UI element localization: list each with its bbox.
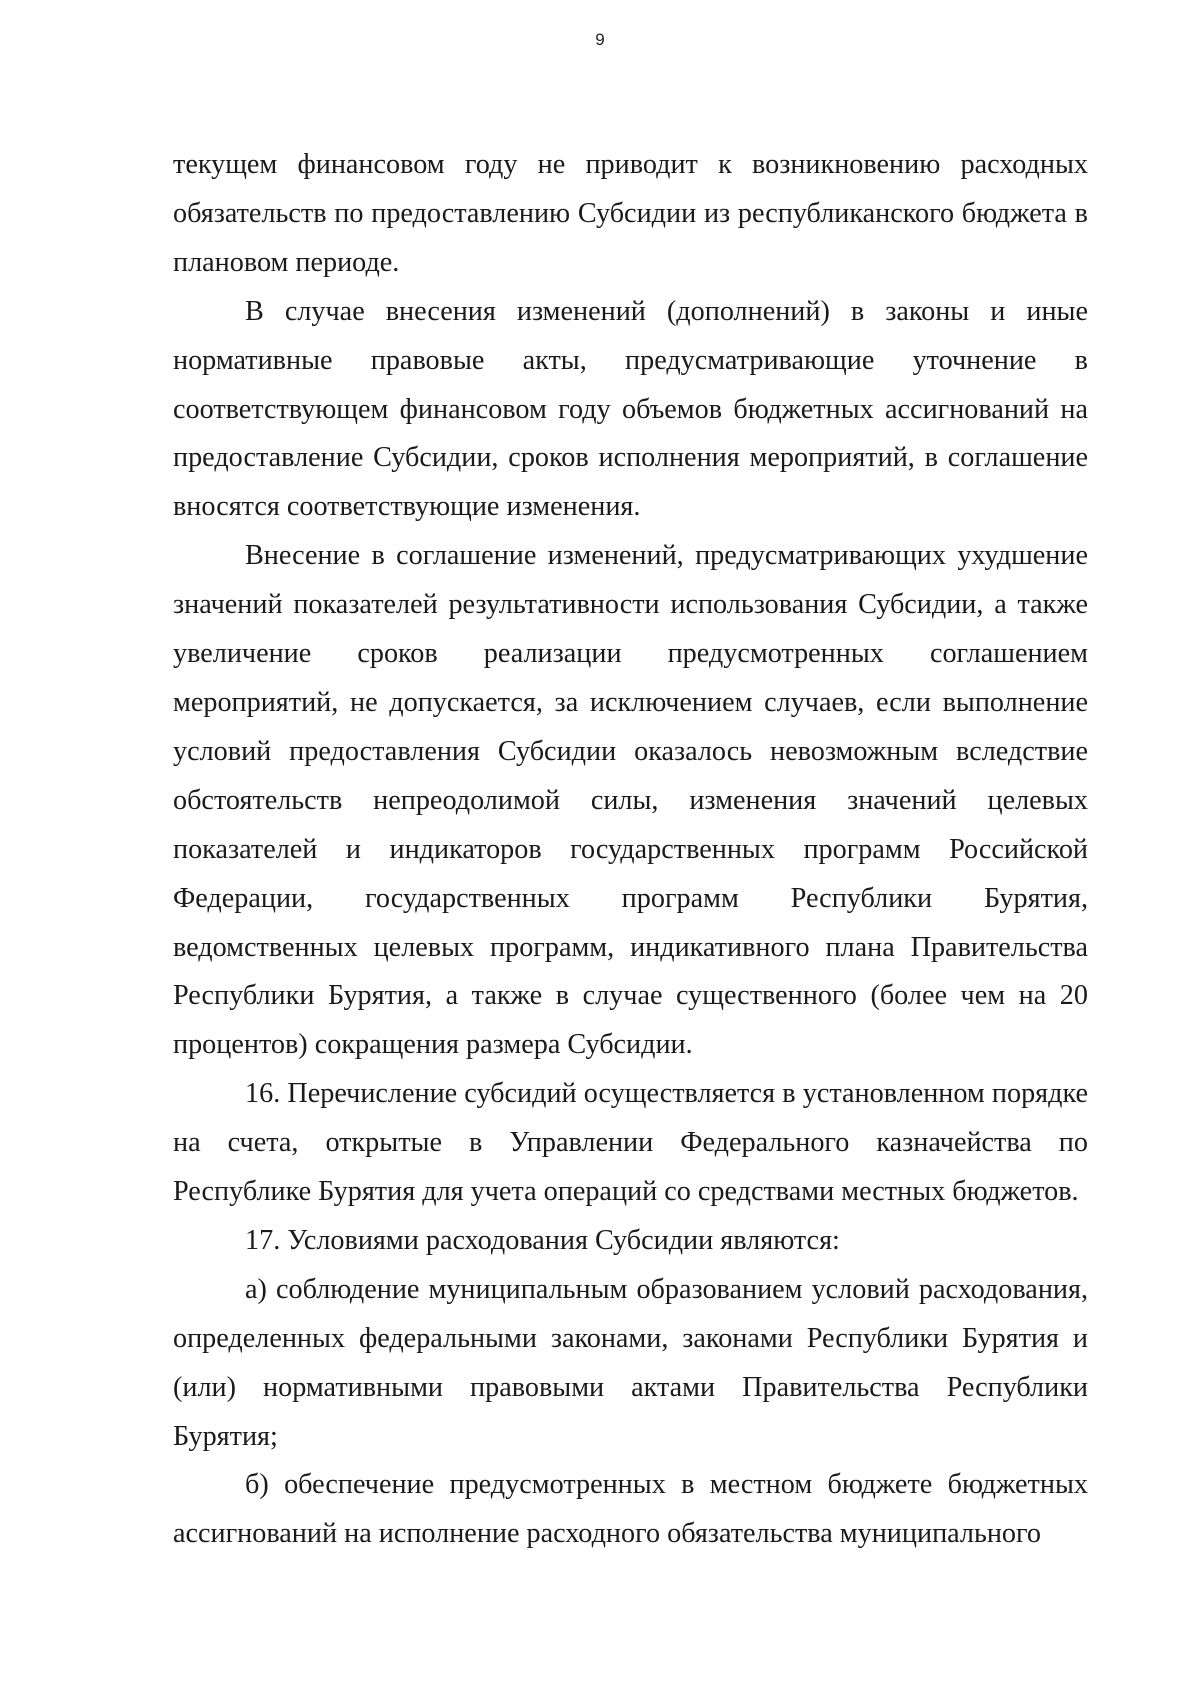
paragraph-amendment-laws: В случае внесения изменений (дополнений) в законы и иные нормативные правовые акты, предусматривающие уточнение в соответствующем финансовом году объемов бюджетных ассигнований на предоставление Субсидии, сроков исполнения мероприятий, в соглашение вносятся соответствующие изменения.	[173, 295, 1088, 523]
paragraph-continuation: текущем финансовом году не приводит к возникновению расходных обязательств по предоставлению Субсидии из республиканского бюджета в плановом периоде.	[173, 149, 1088, 278]
paragraph-item-16: 16. Перечисление субсидий осуществляется в установленном порядке на счета, открытые в Управлении Федерального казначейства по Республике Бурятия для учета операций со средствами местных бюджетов.	[173, 1078, 1088, 1208]
paragraph-item-17: 17. Условиями расходования Субсидии являются:	[245, 1224, 840, 1256]
page-number: 9	[595, 30, 605, 49]
paragraph-item-17a: а) соблюдение муниципальным образованием условий расходования, определенных федеральными законами, законами Республики Бурятия и (или) нормативными правовыми актами Правительства Республики Бурятия;	[173, 1273, 1088, 1452]
paragraph-agreement-changes: Внесение в соглашение изменений, предусматривающих ухудшение значений показателей результативности использования Субсидии, а также увеличение сроков реализации предусмотренных соглашением мероприятий, не допускается, за исключением случаев, если выполнение условий предоставления Субсидии оказалось невозможным вследствие обстоятельств непреодолимой силы, изменения значений целевых показателей и индикаторов государственных программ Российской Федерации, государственных программ Республики Бурятия, ведомственных целевых программ, индикативного плана Правительства Республики Бурятия, а также в случае существенного (более чем на 20 процентов) сокращения размера Субсидии.	[173, 540, 1088, 1061]
paragraph-item-17b: б) обеспечение предусмотренных в местном бюджете бюджетных ассигнований на исполнение расходного обязательства муниципального	[173, 1469, 1088, 1550]
document-body	[173, 141, 1088, 1559]
